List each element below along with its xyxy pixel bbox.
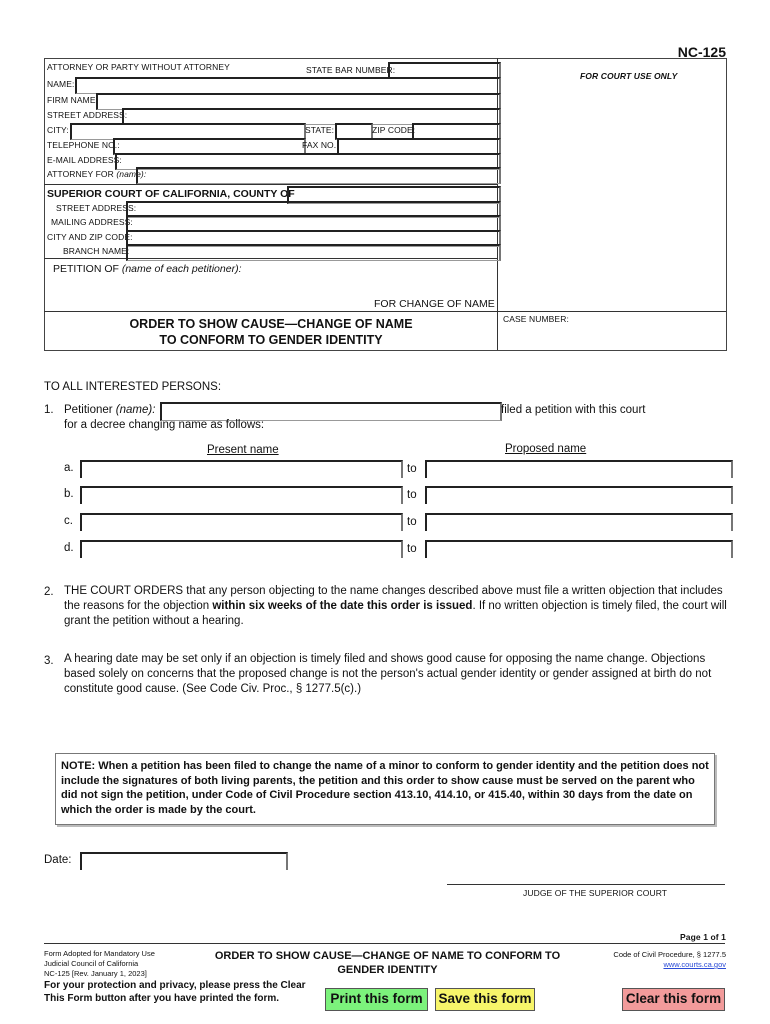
adopted-line3: NC-125 [Rev. January 1, 2023]	[44, 969, 147, 978]
petition-hint: (name of each petitioner):	[121, 263, 242, 275]
item2-number: 2.	[44, 586, 54, 598]
row-letter: a.	[64, 462, 74, 474]
petition-label	[53, 263, 242, 275]
court-street-label: STREET ADDRESS:	[56, 203, 137, 213]
judge-label: JUDGE OF THE SUPERIOR COURT	[523, 888, 668, 898]
order-title-line2: TO CONFORM TO GENDER IDENTITY	[159, 333, 383, 347]
zip-label: ZIP CODE:	[372, 125, 416, 135]
name-label: NAME:	[47, 79, 75, 89]
item3-number: 3.	[44, 655, 54, 667]
privacy-line2: This Form button after you have printed the form.	[44, 993, 280, 1004]
item1-petitioner-label	[64, 403, 155, 418]
attorney-for-label	[47, 169, 146, 179]
case-number-label: CASE NUMBER:	[503, 314, 569, 324]
present-name-input[interactable]	[80, 486, 403, 504]
row-to-label: to	[407, 543, 417, 555]
court-city-zip-label: CITY AND ZIP CODE:	[47, 232, 133, 242]
decree-text: for a decree changing name as follows:	[64, 419, 265, 431]
present-name-input[interactable]	[80, 540, 403, 558]
to-all-heading: TO ALL INTERESTED PERSONS:	[44, 381, 222, 393]
for-change-label: FOR CHANGE OF NAME	[374, 298, 495, 310]
courts-website-link[interactable]: www.courts.ca.gov	[663, 960, 726, 969]
present-name-input[interactable]	[80, 513, 403, 531]
telephone-label: TELEPHONE NO.:	[47, 140, 120, 150]
note-box: NOTE: When a petition has been filed to change the name of a minor to conform to gender identity and the petition does not include the signatures of both living parents, the petition and this order to show cause must be served on the parent who did not sign the petition, under Code of Civil Procedure section 413.10, 414.10, or 415.40, within 30 days from the date on which the order is made by the court.	[55, 753, 715, 825]
adopted-line2: Judicial Council of California	[44, 959, 139, 968]
attorney-for-input[interactable]	[136, 167, 501, 184]
item2-text-b: . If no written objection is timely filed, the court will grant the petition without a hearing.	[64, 600, 727, 627]
email-label: E-MAIL ADDRESS:	[47, 155, 122, 165]
case-number-input[interactable]	[503, 326, 723, 346]
petitioner-hint: (name):	[115, 404, 156, 416]
present-name-input[interactable]	[80, 460, 403, 478]
row-letter: b.	[64, 488, 74, 500]
item2-text-bold: within six weeks of the date this order is issued	[212, 600, 473, 612]
save-form-button[interactable]: Save this form	[435, 988, 535, 1011]
footer-title-line2: GENDER IDENTITY	[337, 964, 438, 976]
fax-label: FAX NO.:	[302, 140, 339, 150]
judge-signature-line	[447, 884, 725, 885]
adopted-line1: Form Adopted for Mandatory Use	[44, 949, 155, 958]
petitioner-label-text: Petitioner	[64, 404, 113, 416]
row-letter: c.	[64, 515, 73, 527]
footer-reference	[613, 950, 726, 970]
page-indicator: Page 1 of 1	[680, 932, 726, 942]
city-label: CITY:	[47, 125, 69, 135]
proposed-name-input[interactable]	[425, 513, 733, 531]
proposed-name-input[interactable]	[425, 540, 733, 558]
petition-text: PETITION OF	[53, 263, 119, 275]
item3-text: A hearing date may be set only if an objection is timely filed and shows good cause for opposing the name change. Objections based solely on concerns that the proposed change is not the person's actual gender identity or gender assigned at birth do not constitute good cause. (See Code Civ. Proc., § 1277.5(c).)	[64, 653, 712, 695]
street-label: STREET ADDRESS:	[47, 110, 128, 120]
name-input[interactable]	[75, 77, 501, 94]
code-reference: Code of Civil Procedure, § 1277.5	[613, 950, 726, 959]
attorney-label: ATTORNEY OR PARTY WITHOUT ATTORNEY	[47, 62, 230, 72]
privacy-notice	[44, 979, 306, 1005]
proposed-name-input[interactable]	[425, 460, 733, 478]
court-branch-label: BRANCH NAME:	[63, 246, 130, 256]
court-mailing-label: MAILING ADDRESS:	[51, 217, 133, 227]
filed-text: filed a petition with this court	[501, 404, 646, 416]
row-to-label: to	[407, 463, 417, 475]
print-form-button[interactable]: Print this form	[325, 988, 428, 1011]
order-title	[44, 316, 498, 348]
date-label: Date:	[44, 854, 72, 866]
footer-title	[195, 949, 580, 977]
row-to-label: to	[407, 516, 417, 528]
court-branch-input[interactable]	[126, 244, 501, 261]
footer-title-line1: ORDER TO SHOW CAUSE—CHANGE OF NAME TO CONFORM TO	[214, 950, 561, 962]
state-bar-label: STATE BAR NUMBER:	[306, 65, 396, 75]
clear-form-button[interactable]: Clear this form	[622, 988, 725, 1011]
attorney-for-hint: (name):	[116, 169, 147, 179]
court-title: SUPERIOR COURT OF CALIFORNIA, COUNTY OF	[47, 188, 295, 200]
footer-adopted	[44, 949, 155, 979]
present-name-header: Present name	[207, 444, 279, 456]
item1-number: 1.	[44, 404, 54, 416]
privacy-line1: For your protection and privacy, please press the Clear	[44, 980, 306, 991]
proposed-name-header: Proposed name	[505, 443, 587, 455]
proposed-name-input[interactable]	[425, 486, 733, 504]
row-to-label: to	[407, 489, 417, 501]
order-title-line1: ORDER TO SHOW CAUSE—CHANGE OF NAME	[129, 317, 413, 331]
item2-text	[64, 584, 729, 629]
item2-text-a: THE COURT ORDERS that any person objecting to the name changes described above must file a written objection that includes the reasons for the objection	[64, 585, 723, 612]
state-label: STATE:	[305, 125, 335, 135]
form-number: NC-125	[677, 44, 726, 60]
row-letter: d.	[64, 542, 74, 554]
firm-label: FIRM NAME:	[47, 95, 99, 105]
court-use-label: FOR COURT USE ONLY	[580, 71, 678, 81]
date-input[interactable]	[80, 852, 288, 870]
attorney-for-text: ATTORNEY FOR	[47, 169, 114, 179]
